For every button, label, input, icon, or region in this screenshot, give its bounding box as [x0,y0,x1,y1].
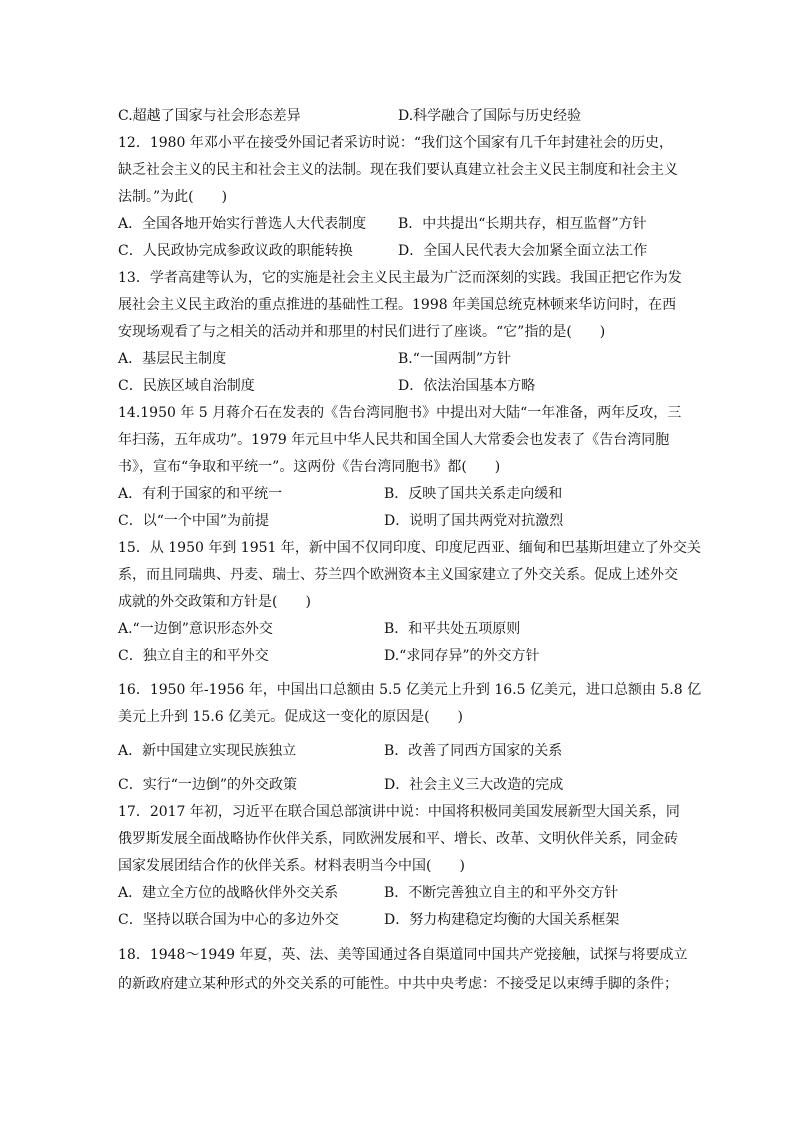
option-c: C．独立自主的和平外交 [118,648,269,664]
question-text-line: 系，而且同瑞典、丹麦、瑞士、芬兰四个欧洲资本主义国家建立了外交关系。促成上述外交 [118,567,678,583]
question-text-line: 国家发展团结合作的伙伴关系。材料表明当今中国( ) [118,858,465,874]
option-row [118,508,678,535]
option-d: D．全国人民代表大会加紧全面立法工作 [398,243,648,259]
option-c: C．坚持以联合国为中心的多边外交 [118,912,339,928]
option-d: D.“求同存异”的外交方针 [384,648,540,664]
question-text-line: 俄罗斯发展全面战略协作伙伴关系，同欧洲发展和平、增长、改革、文明伙伴关系，同金砖 [118,831,678,847]
question-14 [118,400,682,535]
option-a: A．全国各地开始实行普选人大代表制度 [118,216,367,232]
question-text-line: 的新政府建立某种形式的外交关系的可能性。中共中央考虑：不接受足以束缚手脚的条件； [118,976,678,992]
option-row [118,907,678,934]
option-a: A．新中国建立实现民族独立 [118,743,297,759]
question-text-line: 18．1948～1949 年夏，英、法、美等国通过各自渠道同中国共产党接触，试探与将要成立 [118,947,688,963]
option-c: C．实行“一边倒”的外交政策 [118,777,298,793]
question-text-line: 缺乏社会主义的民主和社会主义的法制。现在我们要认真建立社会主义民主制度和社会主义 [118,162,678,178]
option-row [118,103,678,130]
option-d: D．社会主义三大改造的完成 [384,777,564,793]
question-18 [118,941,688,999]
question-17 [118,799,678,934]
option-row [118,238,678,265]
question-13 [118,265,682,400]
question-text-line: 13．学者高建等认为，它的实施是社会主义民主最为广泛而深刻的实践。我国正把它作为发 [118,270,682,286]
option-row [118,772,678,799]
question-text-line: 美元上升到 15.6 亿美元。促成这一变化的原因是( ) [118,709,463,725]
option-c: C．以“一个中国”为前提 [118,513,270,529]
option-row [118,880,678,907]
option-row [118,211,678,238]
option-row [118,616,678,643]
option-a: A．建立全方位的战略伙伴外交关系 [118,885,339,901]
question-text-line: 展社会主义民主政治的重点推进的基础性工程。1998 年美国总统克林顿来华访问时，在西 [118,297,677,313]
option-b: B．反映了国共关系走向缓和 [384,486,563,502]
option-d: D．依法治国基本方略 [398,378,536,394]
option-d: D．说明了国共两党对抗激烈 [384,513,564,529]
question-text-line: 书》，宣布“争取和平统一”。这两份《告台湾同胞书》都( ) [118,459,501,475]
option-b: B．中共提出“长期共存，相互监督”方针 [398,216,647,232]
option-a: A.“一边倒”意识形态外交 [118,621,273,637]
question-text-line: 成就的外交政策和方针是( ) [118,594,311,610]
option-row [118,643,678,670]
question-15 [118,535,701,670]
question-text-line: 16．1950 年-1956 年，中国出口总额由 5.5 亿美元上升到 16.5 亿美元，进口总额由 5.8 亿 [118,682,702,698]
question-list [118,103,702,999]
option-c: C．民族区域自治制度 [118,378,255,394]
option-d: D．努力构建稳定均衡的大国关系框架 [384,912,620,928]
question-text-line: 12．1980 年邓小平在接受外国记者采访时说：“我们这个国家有几千年封建社会的历史， [118,135,674,151]
option-c: C．人民政协完成参政议政的职能转换 [118,243,353,259]
question-text-line: 安现场观看了与之相关的活动并和那里的村民们进行了座谈。“它”指的是( ) [118,324,606,340]
option-a: A．有利于国家的和平统一 [118,486,283,502]
option-row [118,481,678,508]
question-16 [118,677,702,799]
option-b: B.“一国两制”方针 [398,351,512,367]
option-b: B．和平共处五项原则 [384,621,521,637]
option-b: B．不断完善独立自主的和平外交方针 [384,885,619,901]
option-a: A．基层民主制度 [118,351,227,367]
question-text-line: 年扫荡，五年成功”。1979 年元旦中华人民共和国全国人大常委会也发表了《告台湾同胞 [118,432,670,448]
question-12 [118,130,678,265]
question-text-line: 15．从 1950 年到 1951 年，新中国不仅同印度、印度尼西亚、缅甸和巴基斯坦建立了外交关 [118,540,701,556]
option-d: D.科学融合了国际与历史经验 [398,108,582,124]
option-b: B．改善了同西方国家的关系 [384,743,563,759]
question-text-line: 法制。”为此( ) [118,189,228,205]
option-row [118,738,678,765]
option-c: C.超越了国家与社会形态差异 [118,108,301,124]
question-text-line: 14.1950 年 5 月蒋介石在发表的《告台湾同胞书》中提出对大陆“一年准备，两年反攻，三 [118,405,682,421]
option-row [118,346,678,373]
question-text-line: 17．2017 年初，习近平在联合国总部演讲中说：中国将积极同美国发展新型大国关系，同 [118,804,680,820]
option-row [118,373,678,400]
